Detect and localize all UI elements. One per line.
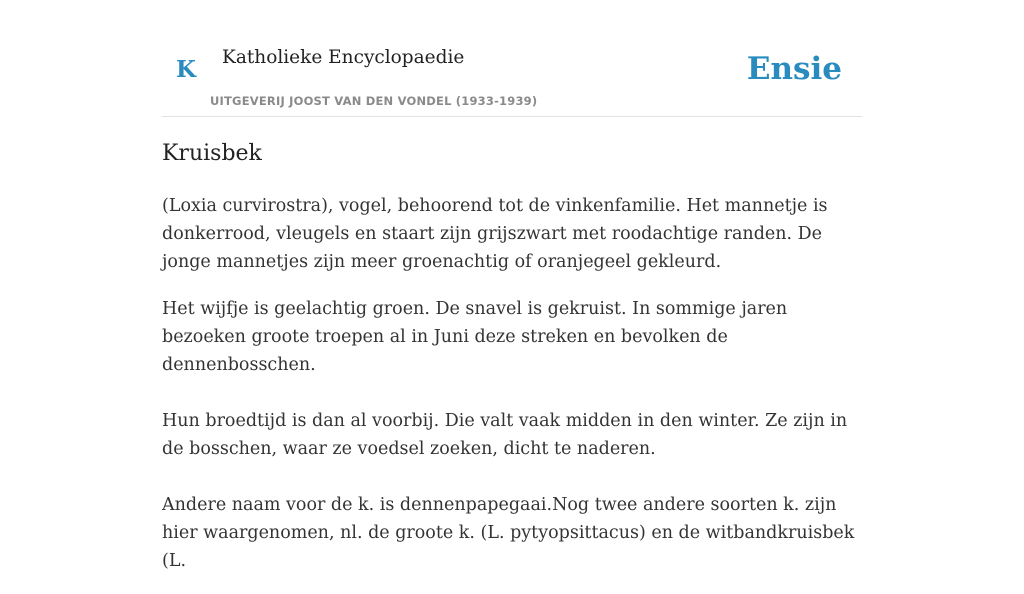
ensie-brand-logo[interactable]: Ensie	[746, 51, 842, 87]
entry-paragraph: Het wijfje is geelachtig groen. De snavel is gekruist. In sommige jaren bezoeken groote troepen al in Juni deze streken en bevolken de dennenbosschen.	[162, 299, 788, 375]
entry-paragraph: (Loxia curvirostra), vogel, behoorend tot de vinkenfamilie. Het mannetje is donkerrood, vleugels en staart zijn grijszwart met roodachtige randen. De jonge mannetjes zijn meer groenachtig of oranjegeel gekleurd.	[162, 196, 828, 272]
publication-title[interactable]: Katholieke Encyclopaedie	[222, 47, 465, 68]
entry-paragraph: Hun broedtijd is dan al voorbij. Die valt vaak midden in den winter. Ze zijn in de bosschen, waar ze voedsel zoeken, dicht te naderen.	[162, 411, 848, 459]
entry-paragraph: Andere naam voor de k. is dennenpapegaai.Nog twee andere soorten k. zijn hier waargenomen, nl. de groote k. (L. pytyopsittacus) en de witbandkruisbek (L.	[162, 495, 855, 571]
entry-body	[162, 192, 862, 594]
encyclopedia-page	[162, 0, 862, 571]
page-header	[162, 0, 862, 117]
entry-title: Kruisbek	[162, 141, 262, 166]
publisher-label: UITGEVERIJ JOOST VAN DEN VONDEL (1933-1939)	[210, 94, 538, 108]
publication-logo[interactable]: K	[176, 56, 196, 83]
